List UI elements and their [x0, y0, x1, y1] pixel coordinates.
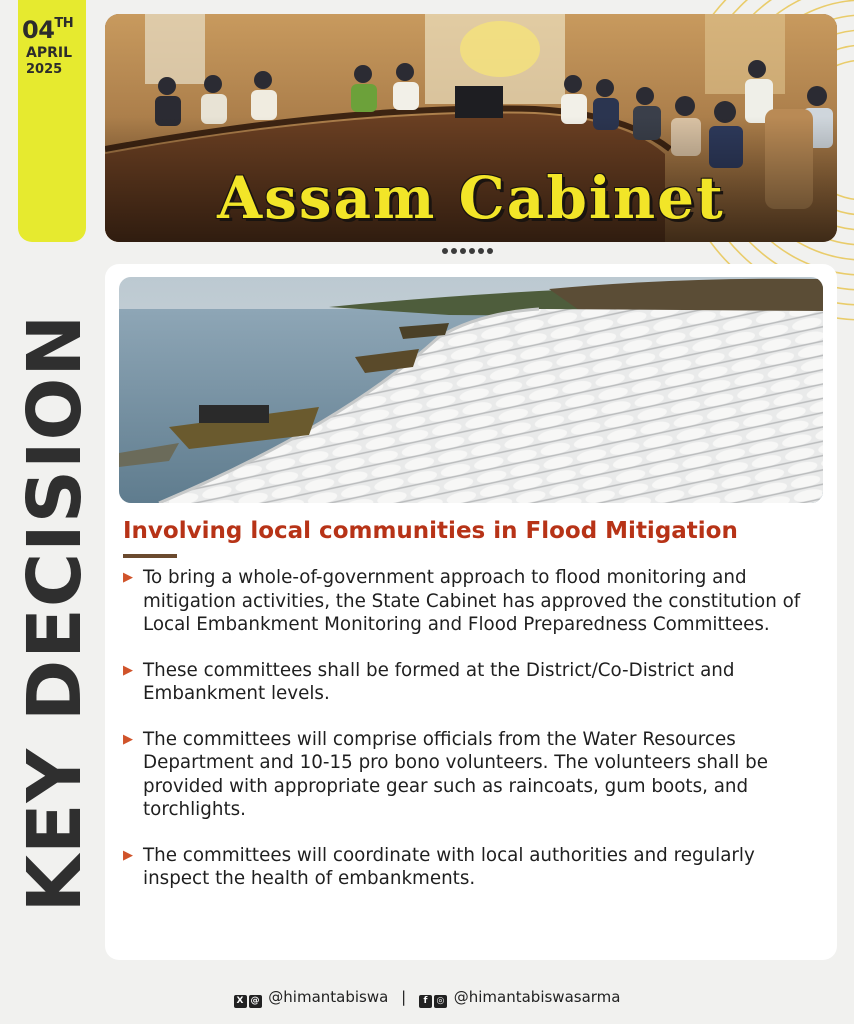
- bullet-arrow-icon: ▶: [123, 847, 133, 863]
- twitter-handle[interactable]: @himantabiswa: [268, 988, 389, 1006]
- bullet-arrow-icon: ▶: [123, 731, 133, 747]
- footer-separator: |: [401, 988, 407, 1006]
- x-icon: X: [234, 995, 247, 1008]
- facebook-icon: f: [419, 995, 432, 1008]
- date-month: APRIL: [26, 45, 73, 61]
- bullet-item: ▶ To bring a whole-of-government approach to flood monitoring and mitigation activities, the State Cabinet has approved the constitution of Local Embankment Monitoring and Flood Preparedness Committees.: [123, 567, 801, 635]
- embankment-illustration: [119, 277, 823, 503]
- bullet-arrow-icon: ▶: [123, 662, 133, 678]
- date-day: 04TH: [22, 16, 74, 44]
- pagination-dots: [442, 248, 498, 256]
- bullet-item: ▶ The committees will coordinate with local authorities and regularly inspect the health of embankments.: [123, 844, 755, 889]
- side-label: [0, 313, 110, 913]
- bullet-item: ▶ These committees shall be formed at the District/Co-District and Embankment levels.: [123, 659, 735, 704]
- date-year: 2025: [26, 62, 63, 77]
- embankment-photo: [119, 277, 823, 503]
- cabinet-meeting-photo: [105, 14, 837, 242]
- decision-bullets: [123, 566, 823, 913]
- bullet-item: ▶ The committees will comprise officials from the Water Resources Department and 10-15 pro bono volunteers. The volunteers shall be provided with appropriate gear such as raincoats, gum boots, and torchlights.: [123, 728, 768, 820]
- headline-underline: [123, 554, 177, 558]
- side-label-text: KEY DECISION: [12, 313, 98, 913]
- banner-title: Assam Cabinet: [217, 164, 725, 232]
- bullet-arrow-icon: ▶: [123, 570, 133, 585]
- instagram-icon: ◎: [434, 995, 447, 1008]
- threads-icon: @: [250, 996, 260, 1006]
- decision-card: [105, 264, 837, 960]
- social-handle[interactable]: @himantabiswasarma: [453, 988, 621, 1006]
- headline: Involving local communities in Flood Mitigation: [123, 518, 738, 544]
- social-footer: [0, 988, 854, 1008]
